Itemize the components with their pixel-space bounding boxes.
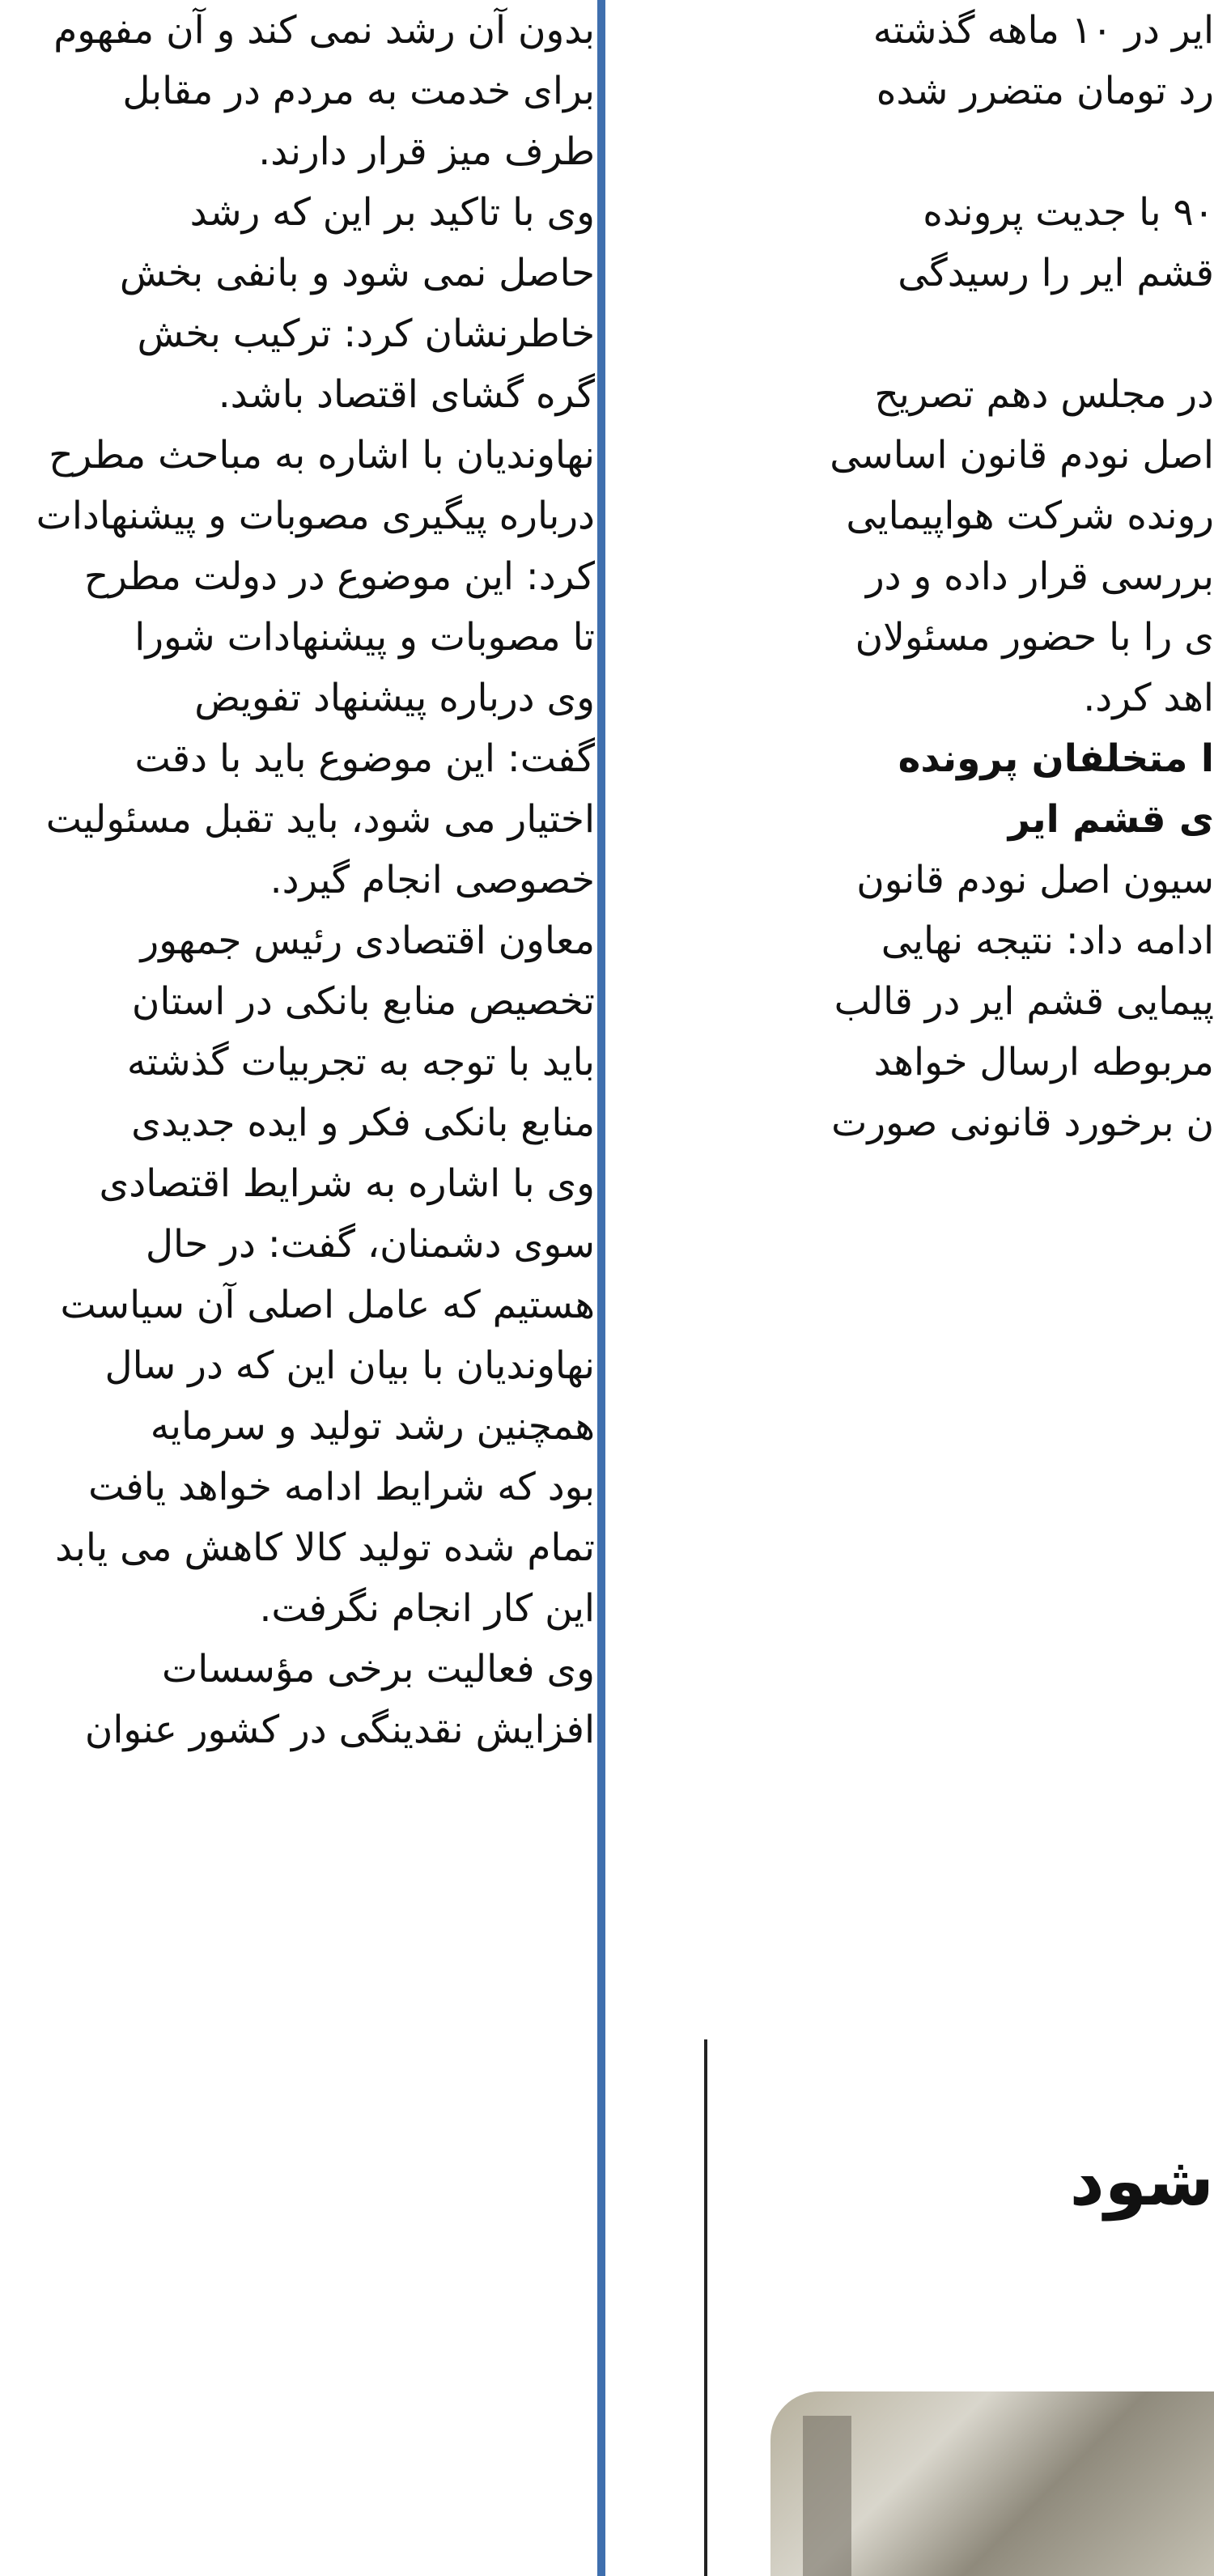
text-line: اختیار می شود، باید تقبل مسئولیت — [45, 797, 595, 842]
text-line: حاصل نمی شود و بانفی بخش — [119, 251, 595, 295]
text-line: رد تومان متضرر شده — [876, 69, 1214, 113]
subheading-line: ا متخلفان پرونده — [898, 736, 1214, 781]
text-line: ی را با حضور مسئولان — [855, 615, 1214, 660]
text-line: ادامه داد: نتیجه نهایی — [881, 919, 1214, 963]
text-line: افزایش نقدینگی در کشور عنوان — [84, 1708, 595, 1752]
text-line: وی با اشاره به شرایط اقتصادی — [99, 1161, 595, 1206]
text-line: این کار انجام نگرفت. — [259, 1586, 595, 1631]
text-line: معاون اقتصادی رئیس جمهور — [140, 919, 595, 963]
text-line: ۹۰ با جدیت پرونده — [923, 190, 1214, 235]
text-line: برای خدمت به مردم در مقابل — [122, 69, 595, 113]
text-line: خصوصی انجام گیرد. — [270, 858, 595, 902]
text-line: اهد کرد. — [1083, 676, 1214, 720]
text-line: وی درباره پیشنهاد تفویض — [194, 676, 595, 720]
right-article-column — [623, 0, 1214, 1153]
subheading-line: ی قشم ایر — [1008, 797, 1214, 842]
text-line: گفت: این موضوع باید با دقت — [134, 736, 595, 781]
text-line: باید با توجه به تجربیات گذشته — [126, 1040, 595, 1084]
text-line: تا مصوبات و پیشنهادات شورا — [134, 615, 595, 660]
text-line: رونده شرکت هواپیمایی — [846, 494, 1214, 538]
text-line: خاطرنشان کرد: ترکیب بخش — [137, 312, 595, 356]
text-line: پیمایی قشم ایر در قالب — [834, 979, 1214, 1024]
column-rule — [597, 0, 605, 2576]
text-line: قشم ایر را رسیدگی — [898, 251, 1214, 295]
text-line: کرد: این موضوع در دولت مطرح — [83, 554, 595, 599]
text-line: ن برخورد قانونی صورت — [831, 1101, 1214, 1145]
article-photo — [770, 2391, 1214, 2576]
text-line: بدون آن رشد نمی کند و آن مفهوم — [53, 8, 595, 53]
text-line — [623, 303, 1214, 364]
text-line: تمام شده تولید کالا کاهش می یابد — [55, 1526, 595, 1570]
text-line: همچنین رشد تولید و سرمایه — [150, 1404, 595, 1449]
text-line: تخصیص منابع بانکی در استان — [131, 979, 595, 1024]
left-article-column — [0, 0, 595, 1760]
text-line — [623, 121, 1214, 182]
text-line: بود که شرایط ادامه خواهد یافت — [88, 1465, 595, 1509]
article-headline: شود — [1069, 2141, 1214, 2221]
text-line: منابع بانکی فکر و ایده جدیدی — [131, 1101, 595, 1145]
text-line: بررسی قرار داده و در — [865, 554, 1214, 599]
text-line: درباره پیگیری مصوبات و پیشنهادات — [36, 494, 595, 538]
text-line: مربوطه ارسال خواهد — [873, 1040, 1214, 1084]
text-line: ایر در ۱۰ ماهه گذشته — [872, 8, 1214, 53]
text-line: نهاوندیان با اشاره به مباحث مطرح — [49, 433, 595, 477]
text-line: سیون اصل نودم قانون — [856, 858, 1214, 902]
text-line: وی فعالیت برخی مؤسسات — [162, 1647, 595, 1691]
text-line: گره گشای اقتصاد باشد. — [218, 372, 595, 417]
text-line: طرف میز قرار دارند. — [258, 129, 595, 174]
text-line: در مجلس دهم تصریح — [874, 372, 1214, 417]
text-line: وی با تاکید بر این که رشد — [189, 190, 595, 235]
text-line: سوی دشمنان، گفت: در حال — [145, 1222, 595, 1267]
text-line: هستیم که عامل اصلی آن سیاست — [60, 1283, 595, 1327]
text-line: نهاوندیان با بیان این که در سال — [104, 1343, 595, 1388]
section-rule — [704, 2039, 707, 2576]
text-line: اصل نودم قانون اساسی — [830, 433, 1214, 477]
